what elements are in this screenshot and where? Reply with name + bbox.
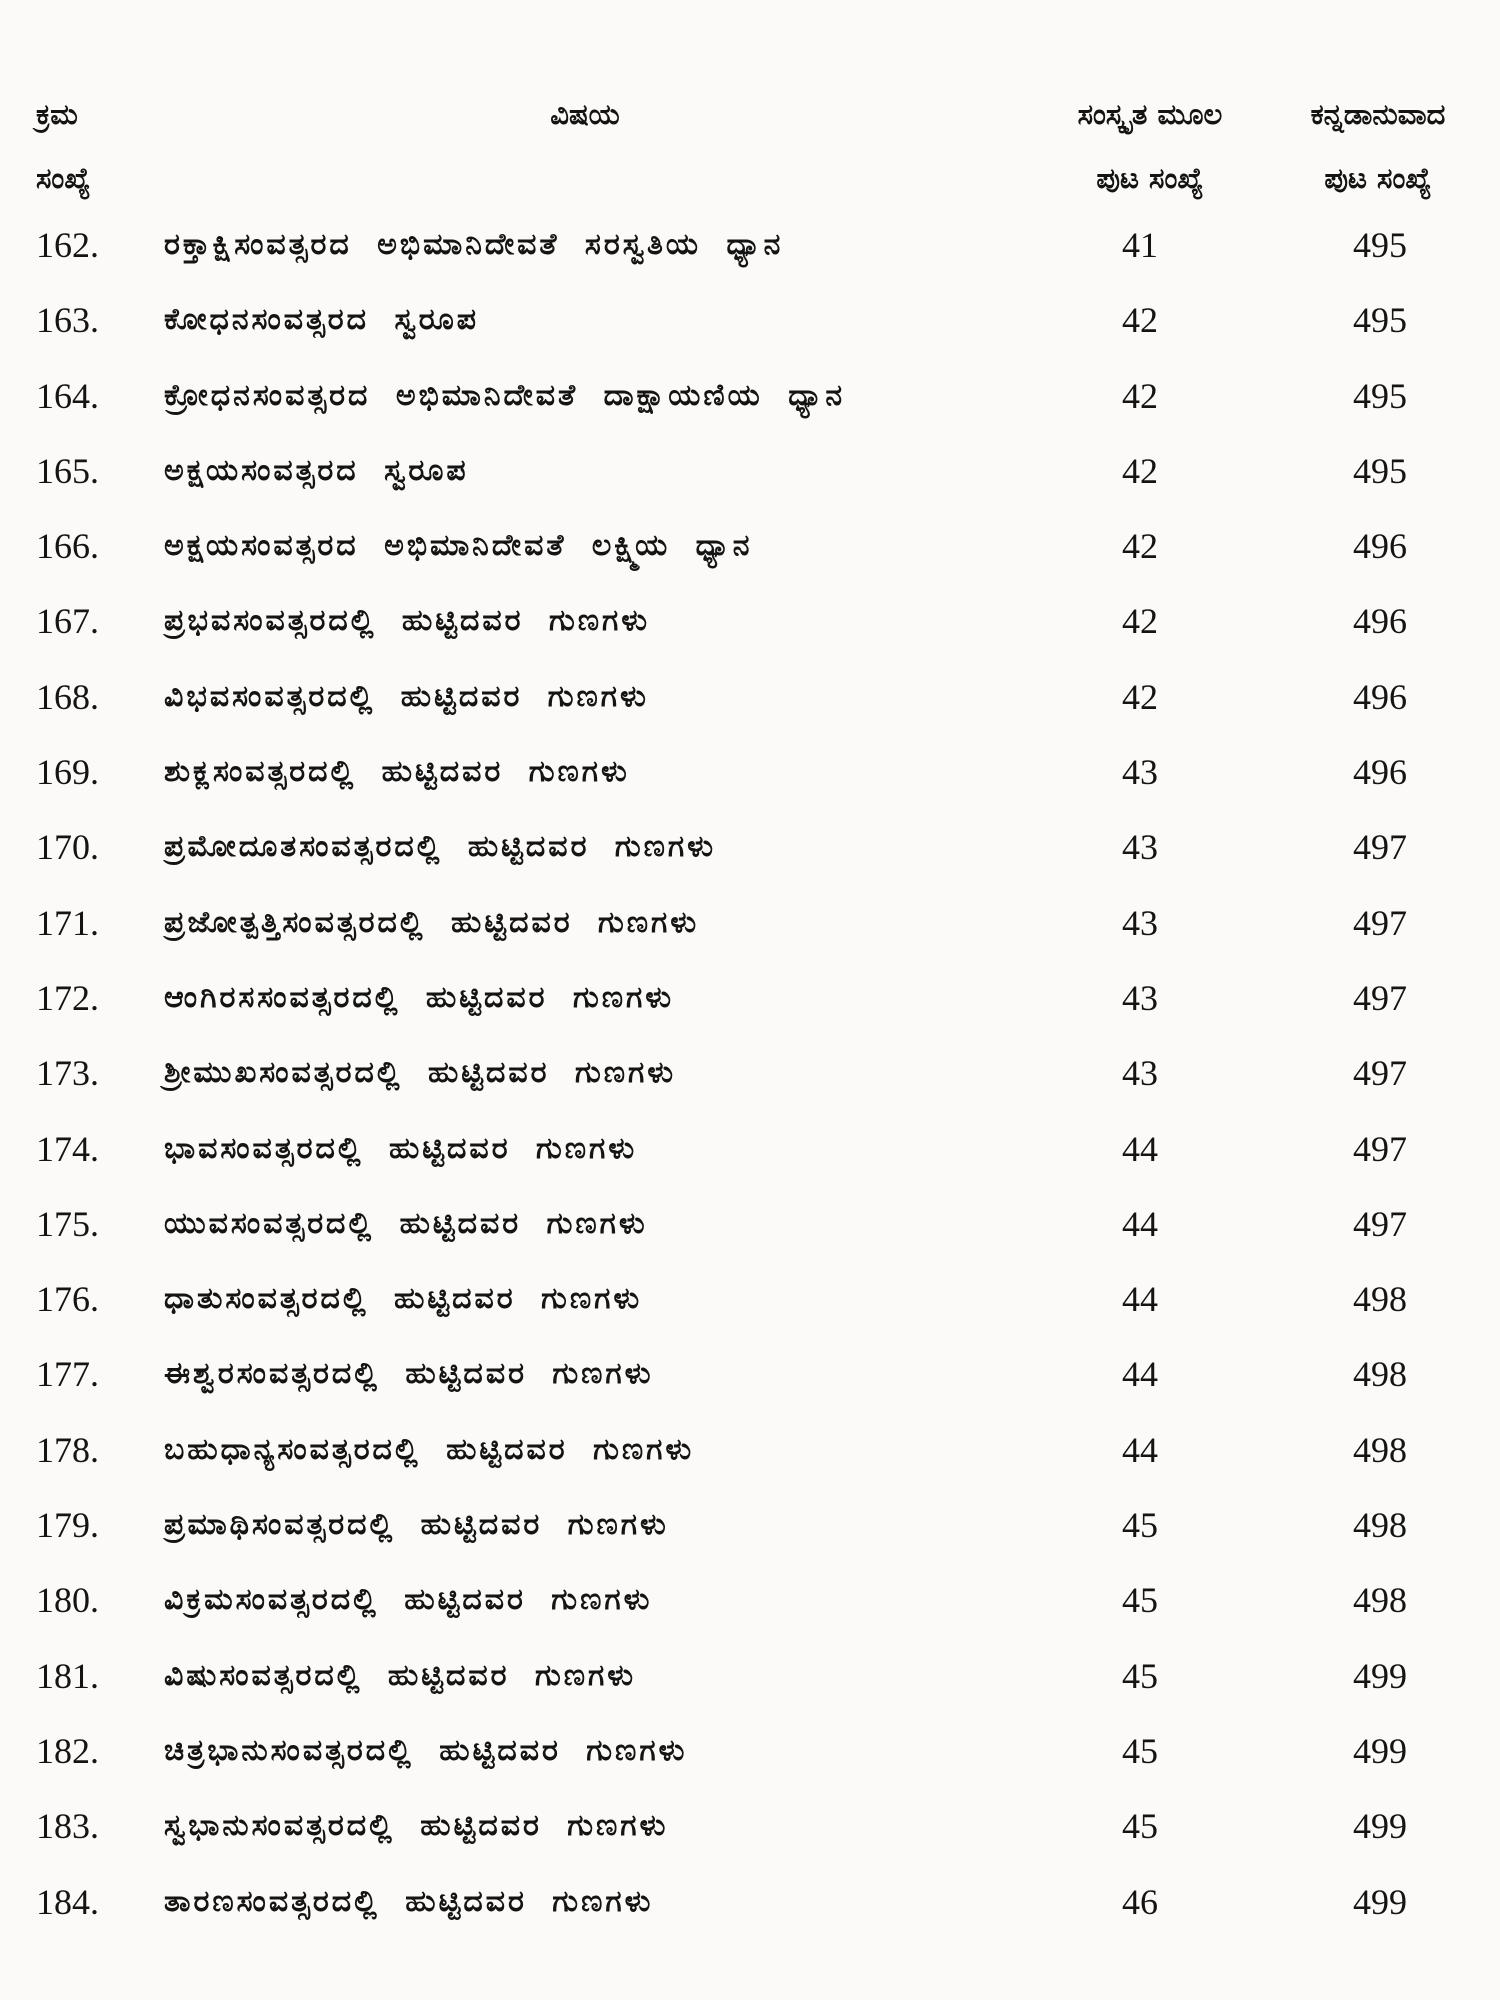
row-kannada-page: 495 [1353, 450, 1407, 491]
header-serial-line2: ಸಂಖ್ಯೆ [36, 161, 91, 195]
row-kannada-page: 498 [1353, 1505, 1407, 1546]
table-row [0, 664, 1500, 739]
row-serial-number: 164. [36, 375, 99, 416]
row-kannada-page: 497 [1353, 1203, 1407, 1244]
row-subject: ವಿಷುಸಂವತ್ಸರದಲ್ಲಿ ಹುಟ್ಟಿದವರ ಗುಣಗಳು [164, 1657, 637, 1693]
table-row [0, 1266, 1500, 1341]
row-kannada-page: 495 [1353, 375, 1407, 416]
row-sanskrit-page: 45 [1122, 1505, 1158, 1546]
row-sanskrit-page: 45 [1122, 1730, 1158, 1771]
row-kannada-page: 498 [1353, 1354, 1407, 1395]
row-serial-number: 179. [36, 1505, 99, 1546]
row-sanskrit-page: 42 [1122, 375, 1158, 416]
row-subject: ಪ್ರಮಾಥಿಸಂವತ್ಸರದಲ್ಲಿ ಹುಟ್ಟಿದವರ ಗುಣಗಳು [164, 1507, 669, 1543]
table-row [0, 1116, 1500, 1191]
table-row [0, 1869, 1500, 1944]
table-row [0, 890, 1500, 965]
row-serial-number: 168. [36, 676, 99, 717]
row-serial-number: 174. [36, 1128, 99, 1169]
row-sanskrit-page: 46 [1122, 1881, 1158, 1922]
row-sanskrit-page: 44 [1122, 1128, 1158, 1169]
row-sanskrit-page: 42 [1122, 526, 1158, 567]
row-kannada-page: 497 [1353, 827, 1407, 868]
row-kannada-page: 498 [1353, 1580, 1407, 1621]
table-row [0, 1643, 1500, 1718]
header-serial-line1: ಕ್ರಮ [36, 97, 78, 131]
row-subject: ಸ್ವಭಾನುಸಂವತ್ಸರದಲ್ಲಿ ಹುಟ್ಟಿದವರ ಗುಣಗಳು [164, 1808, 669, 1844]
row-serial-number: 169. [36, 752, 99, 793]
row-subject: ಪ್ರಜೋತ್ಪತ್ತಿಸಂವತ್ಸರದಲ್ಲಿ ಹುಟ್ಟಿದವರ ಗುಣಗಳು [164, 904, 700, 940]
row-subject: ಪ್ರಭವಸಂವತ್ಸರದಲ್ಲಿ ಹುಟ್ಟಿದವರ ಗುಣಗಳು [164, 603, 651, 639]
row-subject: ಅಕ್ಷಯಸಂವತ್ಸರದ ಸ್ವರೂಪ [164, 452, 469, 488]
row-sanskrit-page: 42 [1122, 450, 1158, 491]
row-subject: ಭಾವಸಂವತ್ಸರದಲ್ಲಿ ಹುಟ್ಟಿದವರ ಗುಣಗಳು [164, 1130, 638, 1166]
table-row [0, 1417, 1500, 1492]
row-kannada-page: 497 [1353, 1128, 1407, 1169]
table-row [0, 588, 1500, 663]
row-kannada-page: 495 [1353, 300, 1407, 341]
table-row [0, 363, 1500, 438]
row-serial-number: 175. [36, 1203, 99, 1244]
header-subject-label: ವಿಷಯ [550, 97, 620, 131]
table-row [0, 1567, 1500, 1642]
table-row [0, 814, 1500, 889]
header-subject [150, 82, 1020, 146]
row-serial-number: 166. [36, 526, 99, 567]
row-sanskrit-page: 44 [1122, 1429, 1158, 1470]
row-sanskrit-page: 44 [1122, 1279, 1158, 1320]
row-subject: ಯುವಸಂವತ್ಸರದಲ್ಲಿ ಹುಟ್ಟಿದವರ ಗುಣಗಳು [164, 1205, 648, 1241]
row-subject: ಕ್ರೋಧನಸಂವತ್ಸರದ ಅಭಿಮಾನಿದೇವತೆ ದಾಕ್ಷಾಯಣಿಯ ಧ್ಯಾನ [164, 377, 846, 413]
table-row [0, 212, 1500, 287]
row-sanskrit-page: 45 [1122, 1655, 1158, 1696]
header-kannada-page [1278, 82, 1478, 210]
row-subject: ಆಂಗಿರಸಸಂವತ್ಸರದಲ್ಲಿ ಹುಟ್ಟಿದವರ ಗುಣಗಳು [164, 979, 675, 1015]
row-sanskrit-page: 43 [1122, 827, 1158, 868]
row-serial-number: 183. [36, 1806, 99, 1847]
row-serial-number: 167. [36, 601, 99, 642]
table-row [0, 287, 1500, 362]
row-sanskrit-page: 44 [1122, 1354, 1158, 1395]
row-sanskrit-page: 42 [1122, 676, 1158, 717]
row-kannada-page: 498 [1353, 1279, 1407, 1320]
row-subject: ಕೋಧನಸಂವತ್ಸರದ ಸ್ವರೂಪ [164, 302, 480, 338]
row-kannada-page: 496 [1353, 752, 1407, 793]
row-subject: ಶುಕ್ಲಸಂವತ್ಸರದಲ್ಲಿ ಹುಟ್ಟಿದವರ ಗುಣಗಳು [164, 754, 630, 790]
row-sanskrit-page: 43 [1122, 902, 1158, 943]
row-kannada-page: 496 [1353, 676, 1407, 717]
row-kannada-page: 497 [1353, 902, 1407, 943]
header-serial-number [36, 82, 91, 210]
row-sanskrit-page: 44 [1122, 1203, 1158, 1244]
row-kannada-page: 499 [1353, 1730, 1407, 1771]
row-sanskrit-page: 43 [1122, 977, 1158, 1018]
header-sanskrit-page [1030, 82, 1270, 210]
table-row [0, 513, 1500, 588]
header-sanskrit-line2: ಪುಟ ಸಂಖ್ಯೆ [1096, 161, 1204, 195]
row-serial-number: 182. [36, 1730, 99, 1771]
table-body [0, 212, 1500, 1944]
row-subject: ರಕ್ತಾಕ್ಷಿಸಂವತ್ಸರದ ಅಭಿಮಾನಿದೇವತೆ ಸರಸ್ವತಿಯ ಧ್ಯಾನ [164, 227, 784, 262]
row-kannada-page: 499 [1353, 1806, 1407, 1847]
table-row [0, 739, 1500, 814]
row-kannada-page: 495 [1353, 225, 1407, 265]
row-sanskrit-page: 45 [1122, 1580, 1158, 1621]
row-subject: ಅಕ್ಷಯಸಂವತ್ಸರದ ಅಭಿಮಾನಿದೇವತೆ ಲಕ್ಷ್ಮಿಯ ಧ್ಯಾನ [164, 528, 753, 564]
table-header [0, 82, 1500, 212]
row-serial-number: 171. [36, 902, 99, 943]
row-sanskrit-page: 43 [1122, 1053, 1158, 1094]
table-row [0, 438, 1500, 513]
row-kannada-page: 496 [1353, 526, 1407, 567]
row-kannada-page: 499 [1353, 1655, 1407, 1696]
row-serial-number: 172. [36, 977, 99, 1018]
table-row [0, 1191, 1500, 1266]
row-subject: ಧಾತುಸಂವತ್ಸರದಲ್ಲಿ ಹುಟ್ಟಿದವರ ಗುಣಗಳು [164, 1281, 643, 1317]
row-sanskrit-page: 43 [1122, 752, 1158, 793]
row-serial-number: 176. [36, 1279, 99, 1320]
row-subject: ವಿಭವಸಂವತ್ಸರದಲ್ಲಿ ಹುಟ್ಟಿದವರ ಗುಣಗಳು [164, 678, 649, 714]
row-subject: ತಾರಣಸಂವತ್ಸರದಲ್ಲಿ ಹುಟ್ಟಿದವರ ಗುಣಗಳು [164, 1883, 654, 1919]
table-row [0, 1793, 1500, 1868]
header-kannada-line2: ಪುಟ ಸಂಖ್ಯೆ [1324, 161, 1432, 195]
table-row [0, 1040, 1500, 1115]
row-subject: ವಿಕ್ರಮಸಂವತ್ಸರದಲ್ಲಿ ಹುಟ್ಟಿದವರ ಗುಣಗಳು [164, 1582, 653, 1618]
row-serial-number: 177. [36, 1354, 99, 1395]
row-serial-number: 180. [36, 1580, 99, 1621]
table-row [0, 1718, 1500, 1793]
row-serial-number: 163. [36, 300, 99, 341]
row-serial-number: 162. [36, 225, 99, 265]
table-row [0, 1492, 1500, 1567]
row-sanskrit-page: 41 [1122, 225, 1158, 265]
header-sanskrit-line1: ಸಂಸ್ಕೃತ ಮೂಲ [1077, 97, 1223, 131]
row-kannada-page: 499 [1353, 1881, 1407, 1922]
row-subject: ಬಹುಧಾನ್ಯಸಂವತ್ಸರದಲ್ಲಿ ಹುಟ್ಟಿದವರ ಗುಣಗಳು [164, 1431, 695, 1467]
row-sanskrit-page: 42 [1122, 300, 1158, 341]
row-kannada-page: 498 [1353, 1429, 1407, 1470]
row-sanskrit-page: 42 [1122, 601, 1158, 642]
row-serial-number: 170. [36, 827, 99, 868]
row-serial-number: 184. [36, 1881, 99, 1922]
row-serial-number: 181. [36, 1655, 99, 1696]
table-row [0, 965, 1500, 1040]
row-serial-number: 165. [36, 450, 99, 491]
row-subject: ಪ್ರಮೋದೂತಸಂವತ್ಸರದಲ್ಲಿ ಹುಟ್ಟಿದವರ ಗುಣಗಳು [164, 829, 716, 865]
row-serial-number: 178. [36, 1429, 99, 1470]
table-row [0, 1341, 1500, 1416]
row-subject: ಚಿತ್ರಭಾನುಸಂವತ್ಸರದಲ್ಲಿ ಹುಟ್ಟಿದವರ ಗುಣಗಳು [164, 1732, 688, 1768]
row-subject: ಶ್ರೀಮುಖಸಂವತ್ಸರದಲ್ಲಿ ಹುಟ್ಟಿದವರ ಗುಣಗಳು [164, 1055, 677, 1091]
row-kannada-page: 497 [1353, 1053, 1407, 1094]
header-kannada-line1: ಕನ್ನಡಾನುವಾದ [1310, 97, 1446, 131]
row-kannada-page: 497 [1353, 977, 1407, 1018]
row-kannada-page: 496 [1353, 601, 1407, 642]
row-serial-number: 173. [36, 1053, 99, 1094]
row-sanskrit-page: 45 [1122, 1806, 1158, 1847]
row-subject: ಈಶ್ವರಸಂವತ್ಸರದಲ್ಲಿ ಹುಟ್ಟಿದವರ ಗುಣಗಳು [164, 1356, 654, 1392]
